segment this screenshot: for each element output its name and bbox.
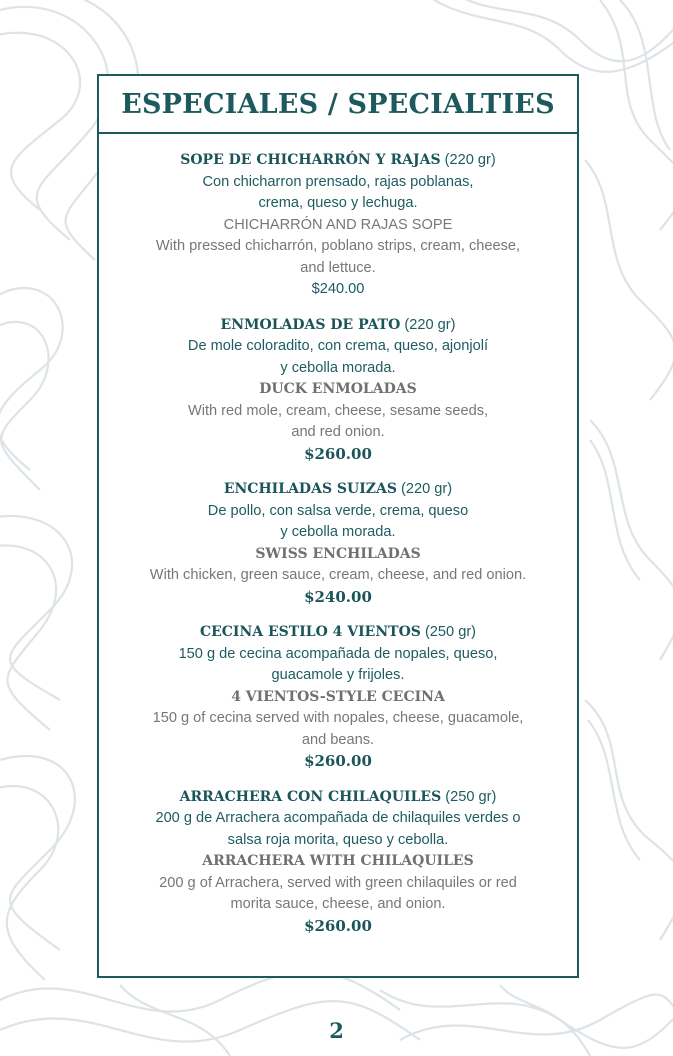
item-name-es: SOPE DE CHICHARRÓN Y RAJAS bbox=[180, 152, 441, 168]
menu-panel bbox=[97, 74, 579, 978]
item-weight: (250 gr) bbox=[445, 788, 497, 805]
menu-item-arrachera bbox=[99, 787, 577, 938]
item-desc-es: 150 g de cecina acompañada de nopales, queso, bbox=[178, 645, 498, 662]
item-heading bbox=[99, 787, 577, 809]
item-price: $260.00 bbox=[304, 916, 372, 935]
item-price: $260.00 bbox=[304, 752, 372, 770]
menu-header bbox=[99, 76, 577, 134]
item-name-es: ENCHILADAS SUIZAS bbox=[223, 481, 397, 497]
item-name-es: CECINA ESTILO 4 VIENTOS bbox=[199, 624, 421, 640]
item-name-en: ARRACHERA WITH CHILAQUILES bbox=[202, 853, 474, 869]
item-name-en: SWISS ENCHILADAS bbox=[255, 545, 421, 562]
item-desc-es: y cebolla morada. bbox=[280, 524, 396, 540]
menu-item-list bbox=[99, 134, 577, 937]
item-name-en: CHICHARRÓN AND RAJAS SOPE bbox=[223, 216, 453, 233]
item-price: $260.00 bbox=[304, 444, 372, 463]
item-price: $240.00 bbox=[304, 587, 372, 606]
item-weight: (220 gr) bbox=[401, 481, 453, 497]
menu-item-sope bbox=[99, 150, 577, 301]
menu-item-enmoladas bbox=[99, 315, 577, 466]
item-desc-en: 150 g of cecina served with nopales, cheese, guacamole, bbox=[152, 710, 524, 726]
item-desc-es: De mole coloradito, con crema, queso, ajonjolí bbox=[187, 338, 489, 354]
item-desc-en: With red mole, cream, cheese, sesame seeds, bbox=[187, 402, 489, 419]
item-desc-en: and lettuce. bbox=[300, 259, 376, 276]
page-title: ESPECIALES / SPECIALTIES bbox=[121, 88, 555, 120]
item-desc-es: 200 g de Arrachera acompañada de chilaquiles verdes o bbox=[155, 810, 521, 826]
item-desc-en: morita sauce, cheese, and onion. bbox=[230, 896, 446, 912]
item-desc-es: Con chicharron prensado, rajas poblanas, bbox=[202, 173, 474, 190]
item-heading bbox=[99, 622, 577, 644]
item-name-es: ARRACHERA CON CHILAQUILES bbox=[179, 788, 442, 805]
item-heading bbox=[99, 150, 577, 172]
menu-item-enchiladas bbox=[99, 479, 577, 608]
item-weight: (220 gr) bbox=[404, 316, 456, 333]
page-number: 2 bbox=[329, 1018, 344, 1043]
item-name-es: ENMOLADAS DE PATO bbox=[220, 316, 401, 333]
item-desc-en: and red onion. bbox=[291, 424, 385, 440]
item-desc-en: 200 g of Arrachera, served with green chilaquiles or red bbox=[159, 874, 517, 891]
item-desc-es: crema, queso y lechuga. bbox=[258, 195, 418, 211]
item-desc-en: With chicken, green sauce, cream, cheese, and red onion. bbox=[149, 567, 527, 583]
item-weight: (250 gr) bbox=[424, 624, 477, 640]
item-desc-es: De pollo, con salsa verde, crema, queso bbox=[207, 502, 469, 519]
item-desc-es: salsa roja morita, queso y cebolla. bbox=[227, 831, 449, 848]
item-name-en: 4 VIENTOS-STYLE CECINA bbox=[231, 688, 445, 705]
item-desc-es: y cebolla morada. bbox=[280, 359, 396, 376]
item-desc-en: and beans. bbox=[301, 731, 375, 748]
item-heading bbox=[99, 479, 577, 501]
item-name-en: DUCK ENMOLADAS bbox=[259, 381, 417, 397]
item-desc-es: guacamole y frijoles. bbox=[271, 667, 405, 683]
menu-item-cecina bbox=[99, 622, 577, 773]
item-weight: (220 gr) bbox=[444, 152, 496, 168]
item-heading bbox=[99, 315, 577, 337]
item-price: $240.00 bbox=[311, 281, 365, 297]
item-desc-en: With pressed chicharrón, poblano strips, cream, cheese, bbox=[155, 238, 521, 254]
